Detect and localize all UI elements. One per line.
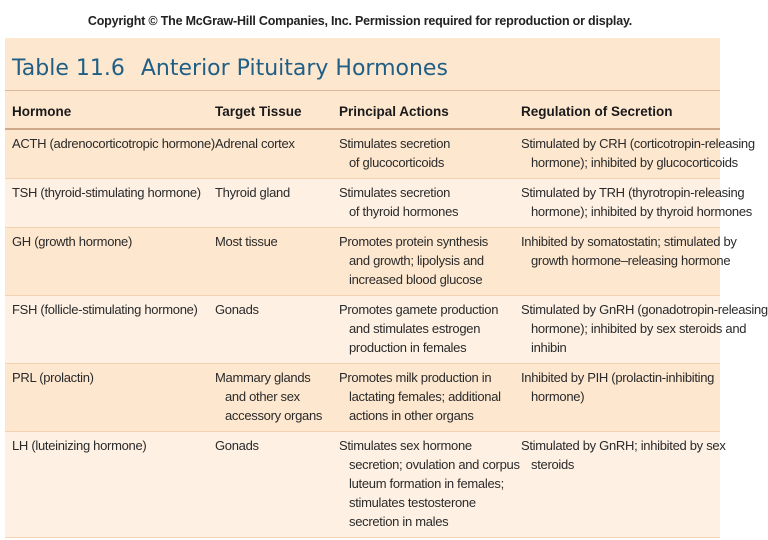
title-divider bbox=[5, 90, 720, 91]
cell-line: ACTH (adrenocorticotropic hormone) bbox=[12, 136, 215, 151]
cell-target-tissue bbox=[208, 364, 332, 432]
cell-line: Promotes gamete production bbox=[339, 302, 499, 317]
cell-principal-actions bbox=[332, 296, 514, 364]
cell-line: increased blood glucose bbox=[349, 272, 483, 287]
table-row bbox=[5, 432, 720, 538]
cell-line: hormone); inhibited by thyroid hormones bbox=[531, 204, 752, 219]
cell-target-tissue bbox=[208, 228, 332, 296]
cell-line: hormone); inhibited by sex steroids and bbox=[531, 321, 747, 336]
cell-line: Promotes protein synthesis bbox=[339, 234, 488, 249]
cell-line: Stimulated by GnRH; inhibited by sex bbox=[521, 438, 726, 453]
table-body bbox=[5, 129, 768, 538]
table-number: Table 11.6 bbox=[12, 56, 125, 81]
cell-line: LH (luteinizing hormone) bbox=[12, 438, 147, 453]
cell-line: secretion; ovulation and corpus bbox=[349, 457, 520, 472]
cell-line: Most tissue bbox=[215, 234, 278, 249]
cell-line: growth hormone–releasing hormone bbox=[531, 253, 731, 268]
cell-line: actions in other organs bbox=[349, 408, 474, 423]
cell-line: TSH (thyroid-stimulating hormone) bbox=[12, 185, 201, 200]
cell-line: FSH (follicle-stimulating hormone) bbox=[12, 302, 198, 317]
cell-line: and other sex bbox=[225, 389, 300, 404]
cell-line: Adrenal cortex bbox=[215, 136, 295, 151]
cell-principal-actions bbox=[332, 179, 514, 228]
cell-line: Inhibited by PIH (prolactin-inhibiting bbox=[521, 370, 715, 385]
table-row bbox=[5, 179, 720, 228]
cell-hormone bbox=[5, 228, 208, 296]
cell-line: Mammary glands bbox=[215, 370, 311, 385]
cell-line: Gonads bbox=[215, 302, 259, 317]
cell-regulation bbox=[514, 364, 720, 432]
cell-principal-actions bbox=[332, 432, 520, 538]
cell-regulation bbox=[514, 179, 752, 228]
cell-regulation bbox=[514, 432, 726, 538]
copyright-notice: Copyright © The McGraw-Hill Companies, Inc. Permission required for reproduction or display. bbox=[87, 14, 633, 28]
cell-line: of glucocorticoids bbox=[349, 155, 445, 170]
cell-line: and growth; lipolysis and bbox=[349, 253, 484, 268]
cell-target-tissue bbox=[208, 129, 332, 179]
cell-line: stimulates testosterone bbox=[349, 495, 476, 510]
column-header-regulation: Regulation of Secretion bbox=[521, 104, 673, 119]
cell-line: production in females bbox=[349, 340, 467, 355]
cell-line: GH (growth hormone) bbox=[12, 234, 133, 249]
cell-principal-actions bbox=[332, 364, 514, 432]
cell-line: inhibin bbox=[531, 340, 567, 355]
cell-line: Thyroid gland bbox=[215, 185, 290, 200]
cell-line: of thyroid hormones bbox=[349, 204, 459, 219]
cell-principal-actions bbox=[332, 129, 514, 179]
table-row bbox=[5, 228, 720, 296]
cell-line: hormone) bbox=[531, 389, 585, 404]
table-title bbox=[12, 56, 448, 81]
cell-line: Promotes milk production in bbox=[339, 370, 492, 385]
cell-line: PRL (prolactin) bbox=[12, 370, 94, 385]
cell-line: Stimulates sex hormone bbox=[339, 438, 472, 453]
cell-hormone bbox=[5, 432, 208, 538]
cell-line: Inhibited by somatostatin; stimulated by bbox=[521, 234, 737, 249]
cell-line: lactating females; additional bbox=[349, 389, 501, 404]
cell-line: Stimulated by TRH (thyrotropin-releasing bbox=[521, 185, 745, 200]
cell-hormone bbox=[5, 296, 208, 364]
table-title-text: Anterior Pituitary Hormones bbox=[140, 56, 448, 81]
cell-line: Stimulates secretion bbox=[339, 185, 451, 200]
cell-target-tissue bbox=[208, 179, 332, 228]
table-row bbox=[5, 364, 720, 432]
cell-target-tissue bbox=[208, 432, 332, 538]
cell-line: Gonads bbox=[215, 438, 259, 453]
cell-hormone bbox=[5, 179, 208, 228]
table-header-row bbox=[5, 96, 720, 129]
cell-principal-actions bbox=[332, 228, 514, 296]
cell-hormone bbox=[5, 129, 215, 179]
table-row bbox=[5, 296, 720, 364]
cell-target-tissue bbox=[208, 296, 332, 364]
cell-line: Stimulated by CRH (corticotropin-releasing bbox=[521, 136, 755, 151]
column-header-hormone: Hormone bbox=[12, 104, 72, 119]
column-header-principal-actions: Principal Actions bbox=[339, 104, 449, 119]
cell-line: Stimulates secretion bbox=[339, 136, 451, 151]
cell-line: and stimulates estrogen bbox=[349, 321, 481, 336]
cell-hormone bbox=[5, 364, 208, 432]
cell-regulation bbox=[514, 296, 768, 364]
cell-regulation bbox=[514, 228, 737, 296]
cell-line: luteum formation in females; bbox=[349, 476, 504, 491]
column-header-target-tissue: Target Tissue bbox=[215, 104, 302, 119]
table-panel bbox=[5, 38, 768, 535]
cell-line: secretion in males bbox=[349, 514, 449, 529]
cell-line: steroids bbox=[531, 457, 575, 472]
cell-line: accessory organs bbox=[225, 408, 323, 423]
table-row bbox=[5, 129, 720, 179]
cell-line: Stimulated by GnRH (gonadotropin-releasing bbox=[521, 302, 768, 317]
cell-line: hormone); inhibited by glucocorticoids bbox=[531, 155, 738, 170]
hormones-table bbox=[5, 96, 768, 538]
cell-regulation bbox=[514, 129, 755, 179]
